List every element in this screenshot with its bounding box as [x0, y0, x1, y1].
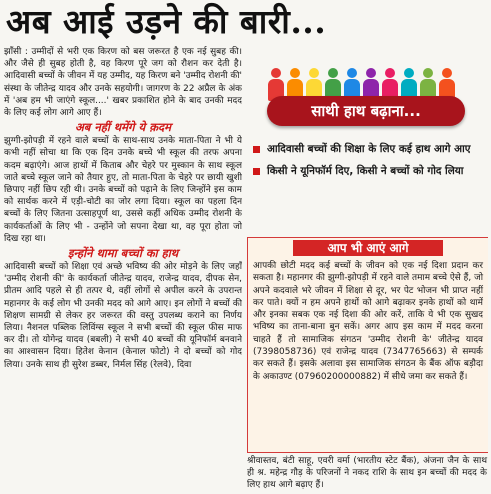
appeal-box-title: आप भी आएं आगे [293, 240, 443, 256]
bullet-text: किसी ने यूनिफॉर्म दिए, किसी ने बच्चों को गोद लिया [267, 165, 464, 177]
appeal-box-text: आपकी छोटी मदद कई बच्चों के जीवन को एक नई दिशा प्रदान कर सकता है। महानगर की झुग्गी-झोपड़ी में रहने वाले तमाम बच्चे ऐसे हैं, जो अपने कदवाले भरे जीवन में शिक्षा से दूर, भर पेट भोजन भी प्राप्त नहीं कर पाते। क्यों न हम अपने हाथों को आगे बढ़ाकर इनके हाथों को थामें और इनका सबक एक नई दिशा की ओर करें, ताकि ये भी एक सुखद भविष्य का ताना-बाना बुन सकें। अगर आप इस काम में मदद करना चाहते हैं तो सामाजिक संगठन 'उम्मीद रोशनी के' जीतेन्द्र यादव (7398058736) एवं राजेन्द्र यादव (7347765663) से सम्पर्क कर सकते हैं। इसके अलावा इस सामाजिक संगठन के बैंक ऑफ बड़ौदा के अकाउण्ट (07960200000882) में सीधे जमा कर सकते हैं। [253, 261, 483, 382]
paragraph-1: झुग्गी-झोपड़ी में रहने वाले बच्चों के साथ-साथ उनके माता-पिता ने भी ये कभी नहीं सोचा था कि एक दिन उनके बच्चे भी स्कूल की तरफ अपना कदम बढ़ाएंगे। आज हाथों में किताब और चेहरे पर मुस्कान के साथ स्कूल जाते बच्चे स्कूल जाने को तैयार हुए, तो माता-पिता के चेहरे पर छायी खुशी छिपाए नहीं छिप रही थी। उनके बच्चों को पढ़ाने के लिए जिन्होंने इस काम को सार्थक करने में एड़ी-चोटी का जोर लगा दिया। स्कूल का पहला दिन बच्चों के लिए जितना उत्साहपूर्ण था, उससे कहीं अधिक उम्मीद रोशनी के कार्यकर्ताओं के लिए भी - उन्होंने जो सपना देखा था, वह पूरा होता जो दिख रहा था। [4, 136, 242, 244]
helping-hands-graphic [247, 46, 488, 136]
appeal-box [247, 237, 488, 453]
headline: अब आई उड़ने की बारी... [6, 2, 327, 41]
banner: साथी हाथ बढ़ाना... [267, 96, 465, 126]
bullet-text: आदिवासी बच्चों की शिक्षा के लिए कई हाथ आगे आए [267, 143, 471, 155]
bullet-item [253, 142, 484, 156]
bullet-list [247, 142, 488, 178]
subheading-2: इन्होंने थामा बच्चों का हाथ [67, 246, 179, 261]
bullet-square-icon [253, 168, 260, 175]
subheading-1: अब नहीं थमेंगे ये क़दम [74, 120, 172, 135]
bottom-paragraph: श्रीवास्तव, बंटी साहू, एवरी वर्मा (भारतीय स्टेट बैंक), अंजना जैन के साथ ही श्र. महेन्द्र गौड़ के परिजनों ने नकद राशि के साथ इन बच्चों की मदद के लिए हाथ आगे बढ़ाए हैं। [247, 456, 487, 491]
bullet-square-icon [253, 146, 260, 153]
paragraph-2: आदिवासी बच्चों को शिक्षा एवं अच्छे भविष्य की ओर मोड़ने के लिए जहाँ 'उम्मीद रोशनी की' के कार्यकर्ता जीतेन्द्र यादव, राजेन्द्र यादव, दीपक सेन, प्रीतम आदि पहले से ही तत्पर थे, वहीं लोगों से अपील करने के उपरान्त महानगर के कई लोग भी उनकी मदद को आगे आए। इन लोगों ने बच्चों की शिक्षण सामग्री से लेकर हर जरूरत की वस्तु उपलब्ध कराने का निर्णय लिया। नैशनल पब्लिक लिविंग्स स्कूल ने सभी बच्चों की स्कूल फीस माफ कर दी। तो योगेन्द्र यादव (बबली) ने सभी 40 बच्चों की यूनिफॉर्म बनवाने का आश्वासन दिया। हितेश केनान (केनाल फोटो) ने दो बच्चों को गोद लिया। उनके साथ ही सुरेश डब्बर, निर्मल सिंह (रेलवे), दिवा [4, 262, 242, 370]
bullet-item [253, 164, 484, 178]
intro-paragraph: झाँसी : उम्मीदों से भरी एक किरण को बस जरूरत है एक नई सुबह की। और जैसे ही सुबह होती है, वह किरण पूरे जग को रौशन कर देती है। आदिवासी बच्चों के जीवन में यह उम्मीद, यह किरण बने 'उम्मीद रोशनी की' संस्था के जीतेन्द्र यादव और उनके सहयोगी। जागरण के 22 अप्रैल के अंक में 'अब हम भी जाएंगे स्कूल....' खबर प्रकाशित होने के बाद उनकी मदद के लिए कई लोग आगे आए हैं। [4, 47, 242, 119]
right-column [247, 46, 488, 494]
left-column [4, 46, 242, 494]
